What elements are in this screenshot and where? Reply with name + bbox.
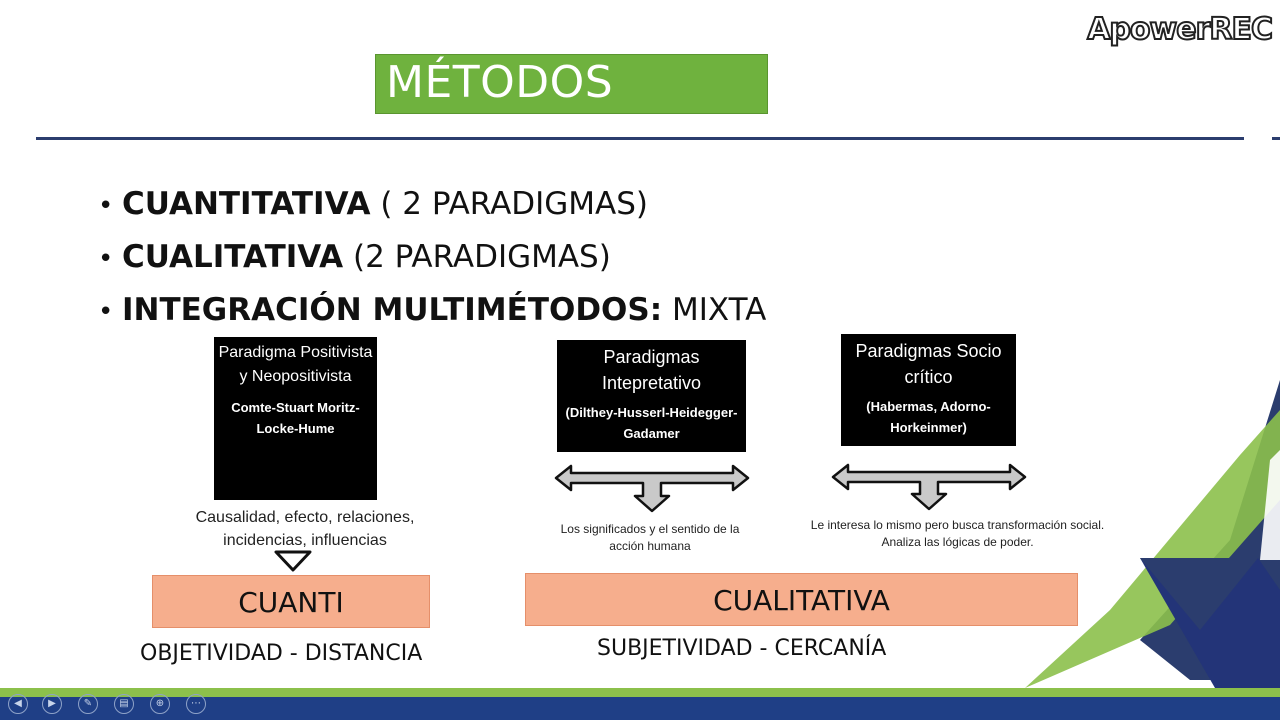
paradigm-heading: Paradigmas Socio crítico bbox=[855, 341, 1002, 387]
paradigm-box-positivista bbox=[214, 337, 377, 500]
paradigm-authors: (Habermas, Adorno-Horkeinmer) bbox=[866, 399, 991, 435]
category-caption: OBJETIVIDAD - DISTANCIA bbox=[140, 641, 423, 666]
category-label-cuanti: CUANTI bbox=[152, 575, 430, 628]
down-arrow-icon bbox=[270, 550, 316, 572]
paradigm-heading: Paradigmas Intepretativo bbox=[601, 347, 702, 393]
category-caption: SUBJETIVIDAD - CERCANÍA bbox=[597, 636, 887, 661]
slides-icon[interactable]: ▤ bbox=[114, 694, 134, 714]
paradigm-box-sociocritico bbox=[841, 334, 1016, 446]
double-arrow-down-icon bbox=[553, 462, 751, 514]
zoom-icon[interactable]: ⊕ bbox=[150, 694, 170, 714]
paradigm-heading: Paradigma Positivista y Neopositivista bbox=[218, 344, 373, 385]
paradigm-box-interpretativo bbox=[557, 340, 746, 452]
bullet-integracion: • INTEGRACIÓN MULTIMÉTODOS: MIXTA bbox=[98, 284, 766, 337]
paradigm-description: Causalidad, efecto, relaciones, incidencias, influencias bbox=[195, 509, 415, 549]
title-divider bbox=[36, 137, 1244, 140]
bullet-dot-icon: • bbox=[98, 191, 114, 221]
next-icon[interactable]: ▶ bbox=[42, 694, 62, 714]
slide-title-box bbox=[375, 54, 768, 114]
paradigm-description: Le interesa lo mismo pero busca transformación social. Analiza las lógicas de poder. bbox=[810, 518, 1105, 549]
previous-icon[interactable]: ◀ bbox=[8, 694, 28, 714]
more-icon[interactable]: ⋯ bbox=[186, 694, 206, 714]
paradigm-authors: (Dilthey-Husserl-Heidegger-Gadamer bbox=[565, 405, 738, 441]
paradigm-description: Los significados y el sentido de la acción humana bbox=[560, 522, 740, 553]
bullet-cualitativa: • CUALITATIVA (2 PARADIGMAS) bbox=[98, 231, 766, 284]
decorative-corner-shape bbox=[1020, 380, 1280, 700]
method-bullet-list bbox=[98, 178, 766, 337]
bullet-dot-icon: • bbox=[98, 244, 114, 274]
apowerrec-watermark: ApowerREC bbox=[1087, 12, 1272, 47]
slide-title: MÉTODOS bbox=[386, 57, 614, 108]
double-arrow-down-icon bbox=[830, 462, 1028, 512]
paradigm-authors: Comte-Stuart Moritz-Locke-Hume bbox=[231, 400, 360, 436]
title-divider-tail bbox=[1272, 137, 1280, 140]
bullet-cuantitativa: • CUANTITATIVA ( 2 PARADIGMAS) bbox=[98, 178, 766, 231]
pen-icon[interactable]: ✎ bbox=[78, 694, 98, 714]
category-label-cualitativa: CUALITATIVA bbox=[525, 573, 1078, 626]
bullet-dot-icon: • bbox=[98, 297, 114, 327]
